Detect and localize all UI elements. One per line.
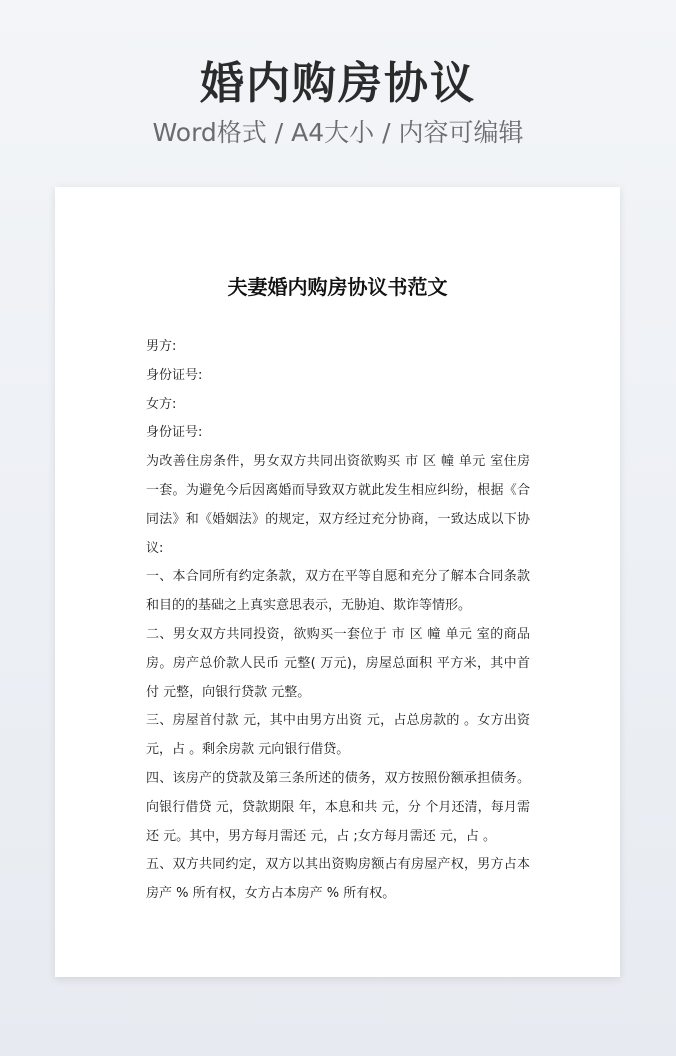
document-body [146,333,530,909]
paragraph-clause-3: 三、房屋首付款 元，其中由男方出资 元，占总房款的 。女方出资 元，占 。剩余房款 元向银行借贷。 [146,713,530,758]
paragraph-clause-1: 一、本合同所有约定条款，双方在平等自愿和充分了解本合同条款和目的的基础之上真实意思表示，无胁迫、欺诈等情形。 [146,569,530,614]
paragraph-clause-4: 四、该房产的贷款及第三条所述的债务，双方按照份额承担债务。向银行借贷 元，贷款期限 年，本息和共 元，分 个月还清，每月需还 元。其中，男方每月需还 元，占 ;女方每月需还 元，占 。 [146,770,530,844]
paragraph-clause-5: 五、双方共同约定，双方以其出资购房额占有房屋产权，男方占本房产 % 所有权，女方占本房产 % 所有权。 [146,857,530,902]
page-title: 婚内购房协议 [200,58,476,109]
paragraph-intro: 为改善住房条件，男女双方共同出资欲购买 市 区 幢 单元 室住房一套。为避免今后因离婚而导致双方就此发生相应纠纷，根据《合同法》和《婚姻法》的规定，双方经过充分协商，一致达成以下协议: [146,454,530,556]
paragraph-clause-2: 二、男女双方共同投资，欲购买一套位于 市 区 幢 单元 室的商品房。房产总价款人民币 元整( 万元)，房屋总面积 平方米，其中首付 元整，向银行贷款 元整。 [146,626,530,700]
document-page [55,187,620,977]
field-wife: 女方: [146,396,177,412]
field-husband: 男方: [146,339,177,354]
field-wife-id: 身份证号: [146,425,203,441]
page-header [0,60,676,148]
field-husband-id: 身份证号: [146,367,203,383]
page-subtitle: Word格式 / A4大小 / 内容可编辑 [152,118,524,148]
document-title: 夫妻婚内购房协议书范文 [227,275,448,299]
